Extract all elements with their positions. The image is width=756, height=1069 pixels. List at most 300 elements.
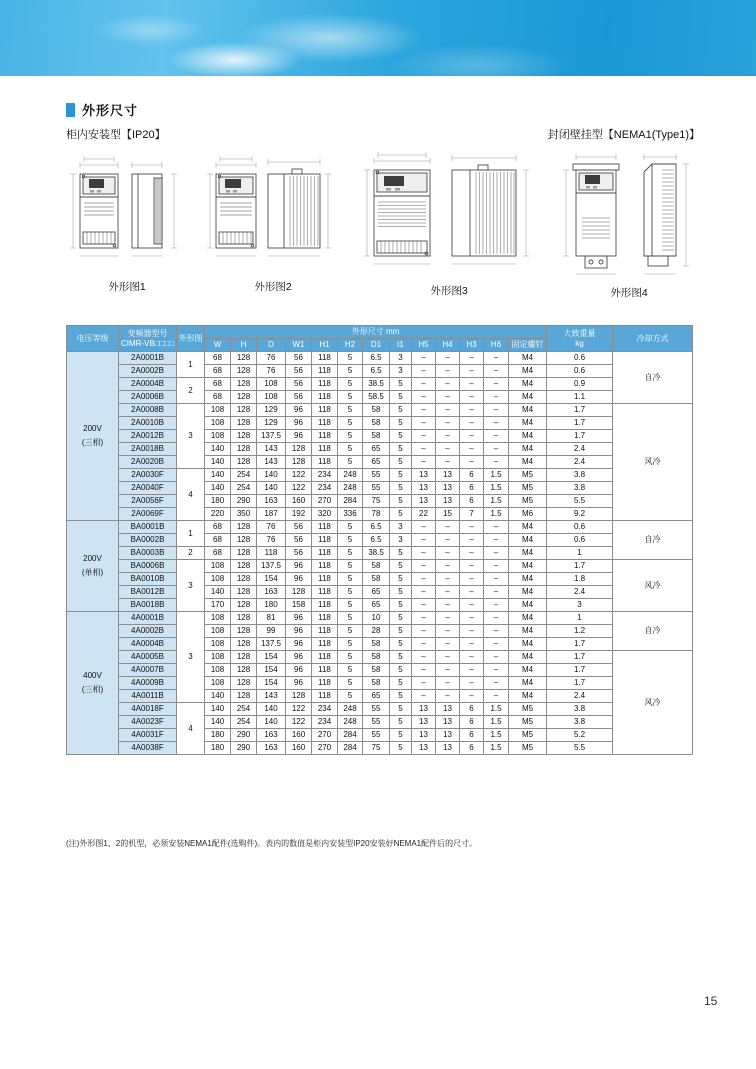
dimension-cell: –: [412, 521, 436, 534]
dimension-cell: 13: [412, 729, 436, 742]
dimension-cell: M4: [509, 547, 547, 560]
figure-2-caption: 外形图2: [254, 281, 292, 293]
dimension-cell: 118: [312, 547, 338, 560]
table-row: [67, 404, 693, 417]
dimension-cell: 140: [205, 482, 231, 495]
dimension-cell: M4: [509, 612, 547, 625]
dimension-cell: –: [460, 430, 484, 443]
weight-cell: 1.7: [547, 664, 613, 677]
dimension-cell: –: [412, 456, 436, 469]
dimension-cell: 3: [390, 521, 412, 534]
dimension-cell: 58: [363, 417, 390, 430]
table-row: [67, 352, 693, 365]
voltage-group-cell: 200V (三相): [67, 352, 119, 521]
model-cell: BA0001B: [119, 521, 177, 534]
weight-header-line1: 大致重量: [563, 329, 596, 339]
dimension-cell: 68: [205, 521, 231, 534]
dimension-cell: 128: [231, 573, 257, 586]
dimension-cell: 122: [286, 703, 312, 716]
dimension-cell: 336: [338, 508, 363, 521]
dimension-cell: 5: [390, 456, 412, 469]
weight-cell: 1.7: [547, 677, 613, 690]
dimension-cell: –: [460, 547, 484, 560]
dimension-cell: 5: [338, 430, 363, 443]
dimension-cell: 128: [231, 534, 257, 547]
dimension-cell: 122: [286, 716, 312, 729]
dimension-cell: 118: [312, 430, 338, 443]
dimension-cell: 128: [231, 365, 257, 378]
weight-header-line2: kg: [575, 338, 584, 348]
dimension-cell: 1.5: [484, 469, 509, 482]
dimension-cell: –: [460, 573, 484, 586]
dimension-cell: 128: [231, 651, 257, 664]
dimension-cell: 5: [338, 352, 363, 365]
model-cell: 4A0004B: [119, 638, 177, 651]
dimension-cell: 128: [286, 586, 312, 599]
dimension-cell: 160: [286, 729, 312, 742]
model-cell: BA0006B: [119, 560, 177, 573]
dimension-cell: –: [436, 417, 460, 430]
dimension-cell: –: [412, 625, 436, 638]
dimension-cell: 137.5: [257, 638, 286, 651]
dimension-cell: 108: [205, 651, 231, 664]
mount-type-right-label: 封闭壁挂型【NEMA1(Type1)】: [547, 129, 700, 141]
dimension-cell: 234: [312, 703, 338, 716]
dimension-cell: M5: [509, 703, 547, 716]
col-header-d: D: [257, 339, 286, 352]
dimension-cell: M4: [509, 638, 547, 651]
table-row: [67, 391, 693, 404]
dimension-cell: 6: [460, 716, 484, 729]
dimension-cell: –: [484, 430, 509, 443]
dimension-cell: 5: [390, 391, 412, 404]
dimension-cell: M5: [509, 742, 547, 755]
dimension-cell: –: [484, 664, 509, 677]
dimension-cell: –: [484, 612, 509, 625]
figure-number-cell: 1: [177, 352, 205, 378]
dimension-cell: –: [460, 378, 484, 391]
weight-cell: 3.8: [547, 703, 613, 716]
dimension-cell: –: [484, 573, 509, 586]
weight-cell: 2.4: [547, 586, 613, 599]
model-cell: 2A0056F: [119, 495, 177, 508]
cooling-method-cell: 风冷: [613, 404, 693, 521]
dimension-cell: –: [436, 651, 460, 664]
dimension-cell: 118: [312, 521, 338, 534]
col-header-w1: W1: [286, 339, 312, 352]
dimension-cell: 118: [312, 378, 338, 391]
cooling-method-cell: 自冷: [613, 612, 693, 651]
dimension-cell: –: [460, 599, 484, 612]
dimension-cell: –: [436, 547, 460, 560]
model-cell: 4A0007B: [119, 664, 177, 677]
col-header-figure: 外形图: [177, 326, 205, 352]
dimension-cell: 108: [205, 573, 231, 586]
dimension-cell: 78: [363, 508, 390, 521]
dimension-cell: –: [460, 521, 484, 534]
dimension-cell: 65: [363, 443, 390, 456]
dimension-cell: 5: [338, 651, 363, 664]
dimension-cell: 118: [312, 690, 338, 703]
table-row: [67, 664, 693, 677]
weight-cell: 2.4: [547, 443, 613, 456]
dimension-cell: 5: [390, 495, 412, 508]
dimension-cell: 1.5: [484, 742, 509, 755]
col-header-h3: H3: [460, 339, 484, 352]
dimension-cell: 5: [390, 508, 412, 521]
dimension-cell: 55: [363, 482, 390, 495]
col-header-cooling: 冷却方式: [613, 326, 693, 352]
weight-cell: 1.7: [547, 560, 613, 573]
dimension-cell: –: [412, 391, 436, 404]
dimension-cell: M4: [509, 378, 547, 391]
table-row: [67, 365, 693, 378]
dimension-cell: –: [436, 612, 460, 625]
dimension-cell: 5: [390, 638, 412, 651]
dimension-cell: –: [436, 677, 460, 690]
dimension-cell: 1.5: [484, 508, 509, 521]
dimension-cell: 5: [390, 742, 412, 755]
dimension-cell: –: [484, 677, 509, 690]
dimension-cell: M4: [509, 664, 547, 677]
dimension-cell: 96: [286, 651, 312, 664]
dimension-cell: –: [412, 378, 436, 391]
dimension-cell: 13: [412, 469, 436, 482]
dimension-cell: –: [484, 560, 509, 573]
dimension-cell: 3: [390, 365, 412, 378]
weight-cell: 1.7: [547, 638, 613, 651]
dimension-cell: 96: [286, 573, 312, 586]
figure-4-caption: 外形图4: [610, 287, 648, 299]
dimension-cell: 118: [312, 456, 338, 469]
dimension-cell: 1.5: [484, 703, 509, 716]
dimension-cell: 13: [412, 703, 436, 716]
dimension-cell: 68: [205, 547, 231, 560]
dimension-cell: –: [484, 443, 509, 456]
dimension-cell: –: [412, 612, 436, 625]
dimension-cell: 1.5: [484, 729, 509, 742]
dimension-cell: 118: [312, 599, 338, 612]
weight-cell: 2.4: [547, 690, 613, 703]
dimension-cell: 13: [412, 482, 436, 495]
dimension-cell: –: [484, 365, 509, 378]
dimension-cell: 56: [286, 391, 312, 404]
model-cell: 4A0002B: [119, 625, 177, 638]
dimension-cell: 128: [231, 599, 257, 612]
dimension-cell: –: [436, 599, 460, 612]
dimension-table-body: [67, 352, 693, 755]
dimension-cell: 65: [363, 599, 390, 612]
dimension-cell: M4: [509, 690, 547, 703]
dimension-cell: 5: [390, 547, 412, 560]
dimension-cell: 270: [312, 495, 338, 508]
dimension-cell: –: [484, 690, 509, 703]
figure-number-cell: 2: [177, 378, 205, 404]
dimension-cell: 284: [338, 495, 363, 508]
dimension-cell: 58.5: [363, 391, 390, 404]
weight-cell: 0.6: [547, 534, 613, 547]
dimension-cell: 58: [363, 404, 390, 417]
dimension-cell: –: [484, 352, 509, 365]
dimension-cell: –: [412, 443, 436, 456]
dimension-cell: 290: [231, 729, 257, 742]
dimension-cell: 96: [286, 677, 312, 690]
dimension-cell: 128: [231, 638, 257, 651]
dimension-cell: –: [484, 534, 509, 547]
dimension-cell: M5: [509, 482, 547, 495]
dimension-cell: 5: [338, 534, 363, 547]
table-row: [67, 573, 693, 586]
dimension-cell: M4: [509, 521, 547, 534]
dimension-cell: 5: [390, 703, 412, 716]
col-header-voltage: 电压等级: [67, 326, 119, 352]
dimension-cell: 56: [286, 547, 312, 560]
dimension-cell: 128: [231, 586, 257, 599]
dimension-cell: 254: [231, 716, 257, 729]
table-row: [67, 677, 693, 690]
dimension-cell: 58: [363, 651, 390, 664]
dimension-cell: –: [412, 534, 436, 547]
model-cell: 2A0018B: [119, 443, 177, 456]
dimension-cell: 140: [205, 690, 231, 703]
model-cell: 4A0009B: [119, 677, 177, 690]
dimension-cell: M4: [509, 599, 547, 612]
dimension-cell: –: [436, 625, 460, 638]
dimension-cell: M5: [509, 716, 547, 729]
dimension-cell: –: [436, 378, 460, 391]
dimension-cell: M4: [509, 677, 547, 690]
dimension-cell: –: [412, 352, 436, 365]
dimension-cell: 68: [205, 378, 231, 391]
dimension-cell: 137.5: [257, 560, 286, 573]
dimension-cell: 180: [205, 729, 231, 742]
table-row: [67, 599, 693, 612]
dimension-cell: –: [412, 677, 436, 690]
front-view: [374, 170, 430, 256]
dimension-cell: 13: [436, 742, 460, 755]
figure-number-cell: 1: [177, 521, 205, 547]
dimension-cell: 1.5: [484, 716, 509, 729]
model-cell: BA0003B: [119, 547, 177, 560]
figure-number-cell: 3: [177, 612, 205, 703]
table-row: [67, 547, 693, 560]
dimension-cell: 76: [257, 534, 286, 547]
weight-cell: 0.6: [547, 521, 613, 534]
dimension-cell: 143: [257, 443, 286, 456]
dimension-cell: 160: [286, 495, 312, 508]
col-header-h1: H1: [312, 339, 338, 352]
dimension-cell: 5: [338, 378, 363, 391]
model-cell: 4A0001B: [119, 612, 177, 625]
voltage-group-cell: 200V (单相): [67, 521, 119, 612]
dimension-cell: 128: [231, 430, 257, 443]
front-view: [216, 174, 256, 248]
dimension-cell: 220: [205, 508, 231, 521]
dimension-cell: 128: [231, 625, 257, 638]
dimension-cell: –: [412, 638, 436, 651]
dimension-cell: 154: [257, 651, 286, 664]
dimension-cell: 28: [363, 625, 390, 638]
dimension-cell: –: [436, 352, 460, 365]
dimension-cell: M4: [509, 443, 547, 456]
dimension-cell: –: [460, 677, 484, 690]
dimension-cell: 140: [257, 716, 286, 729]
dimension-cell: 128: [231, 547, 257, 560]
dimension-cell: 38.5: [363, 547, 390, 560]
dimension-cell: 118: [312, 664, 338, 677]
dimension-cell: –: [412, 690, 436, 703]
weight-cell: 1.1: [547, 391, 613, 404]
dimension-cell: 5: [338, 404, 363, 417]
dimension-cell: M4: [509, 352, 547, 365]
model-cell: 2A0040F: [119, 482, 177, 495]
weight-cell: 0.6: [547, 365, 613, 378]
dimension-cell: 248: [338, 482, 363, 495]
figure-3: [358, 148, 540, 298]
dimension-cell: 5: [338, 638, 363, 651]
dimension-cell: 108: [205, 664, 231, 677]
dimension-cell: 96: [286, 430, 312, 443]
dimension-cell: 118: [312, 443, 338, 456]
dimension-cell: 1.5: [484, 482, 509, 495]
dimension-cell: –: [460, 560, 484, 573]
dimension-cell: 5: [338, 391, 363, 404]
dimension-cell: 118: [312, 352, 338, 365]
dimension-cell: 56: [286, 378, 312, 391]
mount-type-labels: [66, 126, 700, 142]
dimension-cell: –: [436, 404, 460, 417]
dimension-cell: 180: [257, 599, 286, 612]
dimension-cell: 140: [205, 456, 231, 469]
dimension-cell: –: [460, 612, 484, 625]
dimension-cell: 13: [436, 703, 460, 716]
dimension-cell: –: [484, 599, 509, 612]
dimension-cell: 108: [257, 391, 286, 404]
dimension-cell: –: [484, 417, 509, 430]
table-row: [67, 729, 693, 742]
dimension-cell: 108: [205, 404, 231, 417]
dimension-cell: 13: [436, 716, 460, 729]
dimension-cell: 5: [338, 417, 363, 430]
dimension-cell: –: [412, 651, 436, 664]
dimension-cell: 154: [257, 573, 286, 586]
dimension-cell: 350: [231, 508, 257, 521]
dimension-cell: 158: [286, 599, 312, 612]
weight-cell: 1.7: [547, 651, 613, 664]
dimension-cell: 284: [338, 742, 363, 755]
cooling-method-cell: 风冷: [613, 651, 693, 755]
dimension-cell: 154: [257, 664, 286, 677]
dimension-cell: 5: [390, 651, 412, 664]
weight-cell: 5.2: [547, 729, 613, 742]
dimension-cell: 99: [257, 625, 286, 638]
dimension-cell: –: [484, 638, 509, 651]
dimension-cell: –: [460, 391, 484, 404]
col-header-h4: H4: [436, 339, 460, 352]
dimension-cell: 180: [205, 495, 231, 508]
dimension-cell: 254: [231, 469, 257, 482]
dimension-cell: 108: [205, 638, 231, 651]
dimension-cell: 5: [390, 482, 412, 495]
mount-type-left-label: 柜内安装型【IP20】: [66, 129, 166, 141]
side-view: [644, 164, 676, 266]
weight-cell: 2.4: [547, 456, 613, 469]
table-row: [67, 430, 693, 443]
dimension-cell: 76: [257, 521, 286, 534]
figure-1: [66, 148, 188, 294]
dimension-cell: 75: [363, 742, 390, 755]
dimension-cell: 320: [312, 508, 338, 521]
dimension-cell: M4: [509, 651, 547, 664]
dimension-cell: 55: [363, 716, 390, 729]
dimension-cell: –: [412, 404, 436, 417]
table-row: [67, 560, 693, 573]
dimension-cell: 140: [205, 586, 231, 599]
dimension-cell: 5: [390, 404, 412, 417]
dimension-cell: 6: [460, 703, 484, 716]
cooling-method-cell: 自冷: [613, 521, 693, 560]
dimension-cell: 5: [338, 365, 363, 378]
dimension-cell: 56: [286, 365, 312, 378]
dimension-cell: 128: [231, 443, 257, 456]
dimension-cell: 180: [205, 742, 231, 755]
dimension-cell: 118: [312, 586, 338, 599]
dimension-cell: 163: [257, 495, 286, 508]
dimension-cell: –: [436, 560, 460, 573]
dimension-cell: 128: [286, 690, 312, 703]
dimension-cell: 76: [257, 365, 286, 378]
dimension-cell: 5: [390, 430, 412, 443]
dimension-cell: 128: [231, 417, 257, 430]
dimension-cell: –: [436, 443, 460, 456]
table-row: [67, 456, 693, 469]
model-cell: 2A0002B: [119, 365, 177, 378]
dimension-cell: 122: [286, 482, 312, 495]
dimension-cell: 290: [231, 742, 257, 755]
dimension-cell: 5: [390, 729, 412, 742]
dimension-cell: 58: [363, 638, 390, 651]
model-cell: 2A0008B: [119, 404, 177, 417]
model-cell: BA0010B: [119, 573, 177, 586]
dimension-cell: 6.5: [363, 352, 390, 365]
dimension-cell: 140: [205, 469, 231, 482]
front-view: [573, 164, 619, 268]
dimension-cell: 140: [205, 716, 231, 729]
dimension-cell: 5: [390, 612, 412, 625]
section-title: 外形尺寸: [82, 103, 139, 118]
model-cell: 2A0004B: [119, 378, 177, 391]
dimension-cell: –: [460, 664, 484, 677]
dimension-cell: 6: [460, 742, 484, 755]
outline-figures: [66, 148, 700, 308]
dimension-cell: –: [412, 560, 436, 573]
dimension-cell: 140: [257, 469, 286, 482]
dimension-cell: 58: [363, 664, 390, 677]
dimension-cell: 58: [363, 560, 390, 573]
weight-cell: 3: [547, 599, 613, 612]
dimension-cell: 96: [286, 625, 312, 638]
dimension-cell: 160: [286, 742, 312, 755]
dimension-cell: 234: [312, 482, 338, 495]
weight-cell: 1.7: [547, 417, 613, 430]
dimension-cell: 108: [205, 625, 231, 638]
cooling-method-cell: 风冷: [613, 560, 693, 612]
figure-3-caption: 外形图3: [430, 285, 468, 297]
dimension-cell: 140: [205, 703, 231, 716]
dimension-cell: –: [460, 625, 484, 638]
figure-1-caption: 外形图1: [108, 281, 146, 293]
dimension-cell: 108: [205, 417, 231, 430]
